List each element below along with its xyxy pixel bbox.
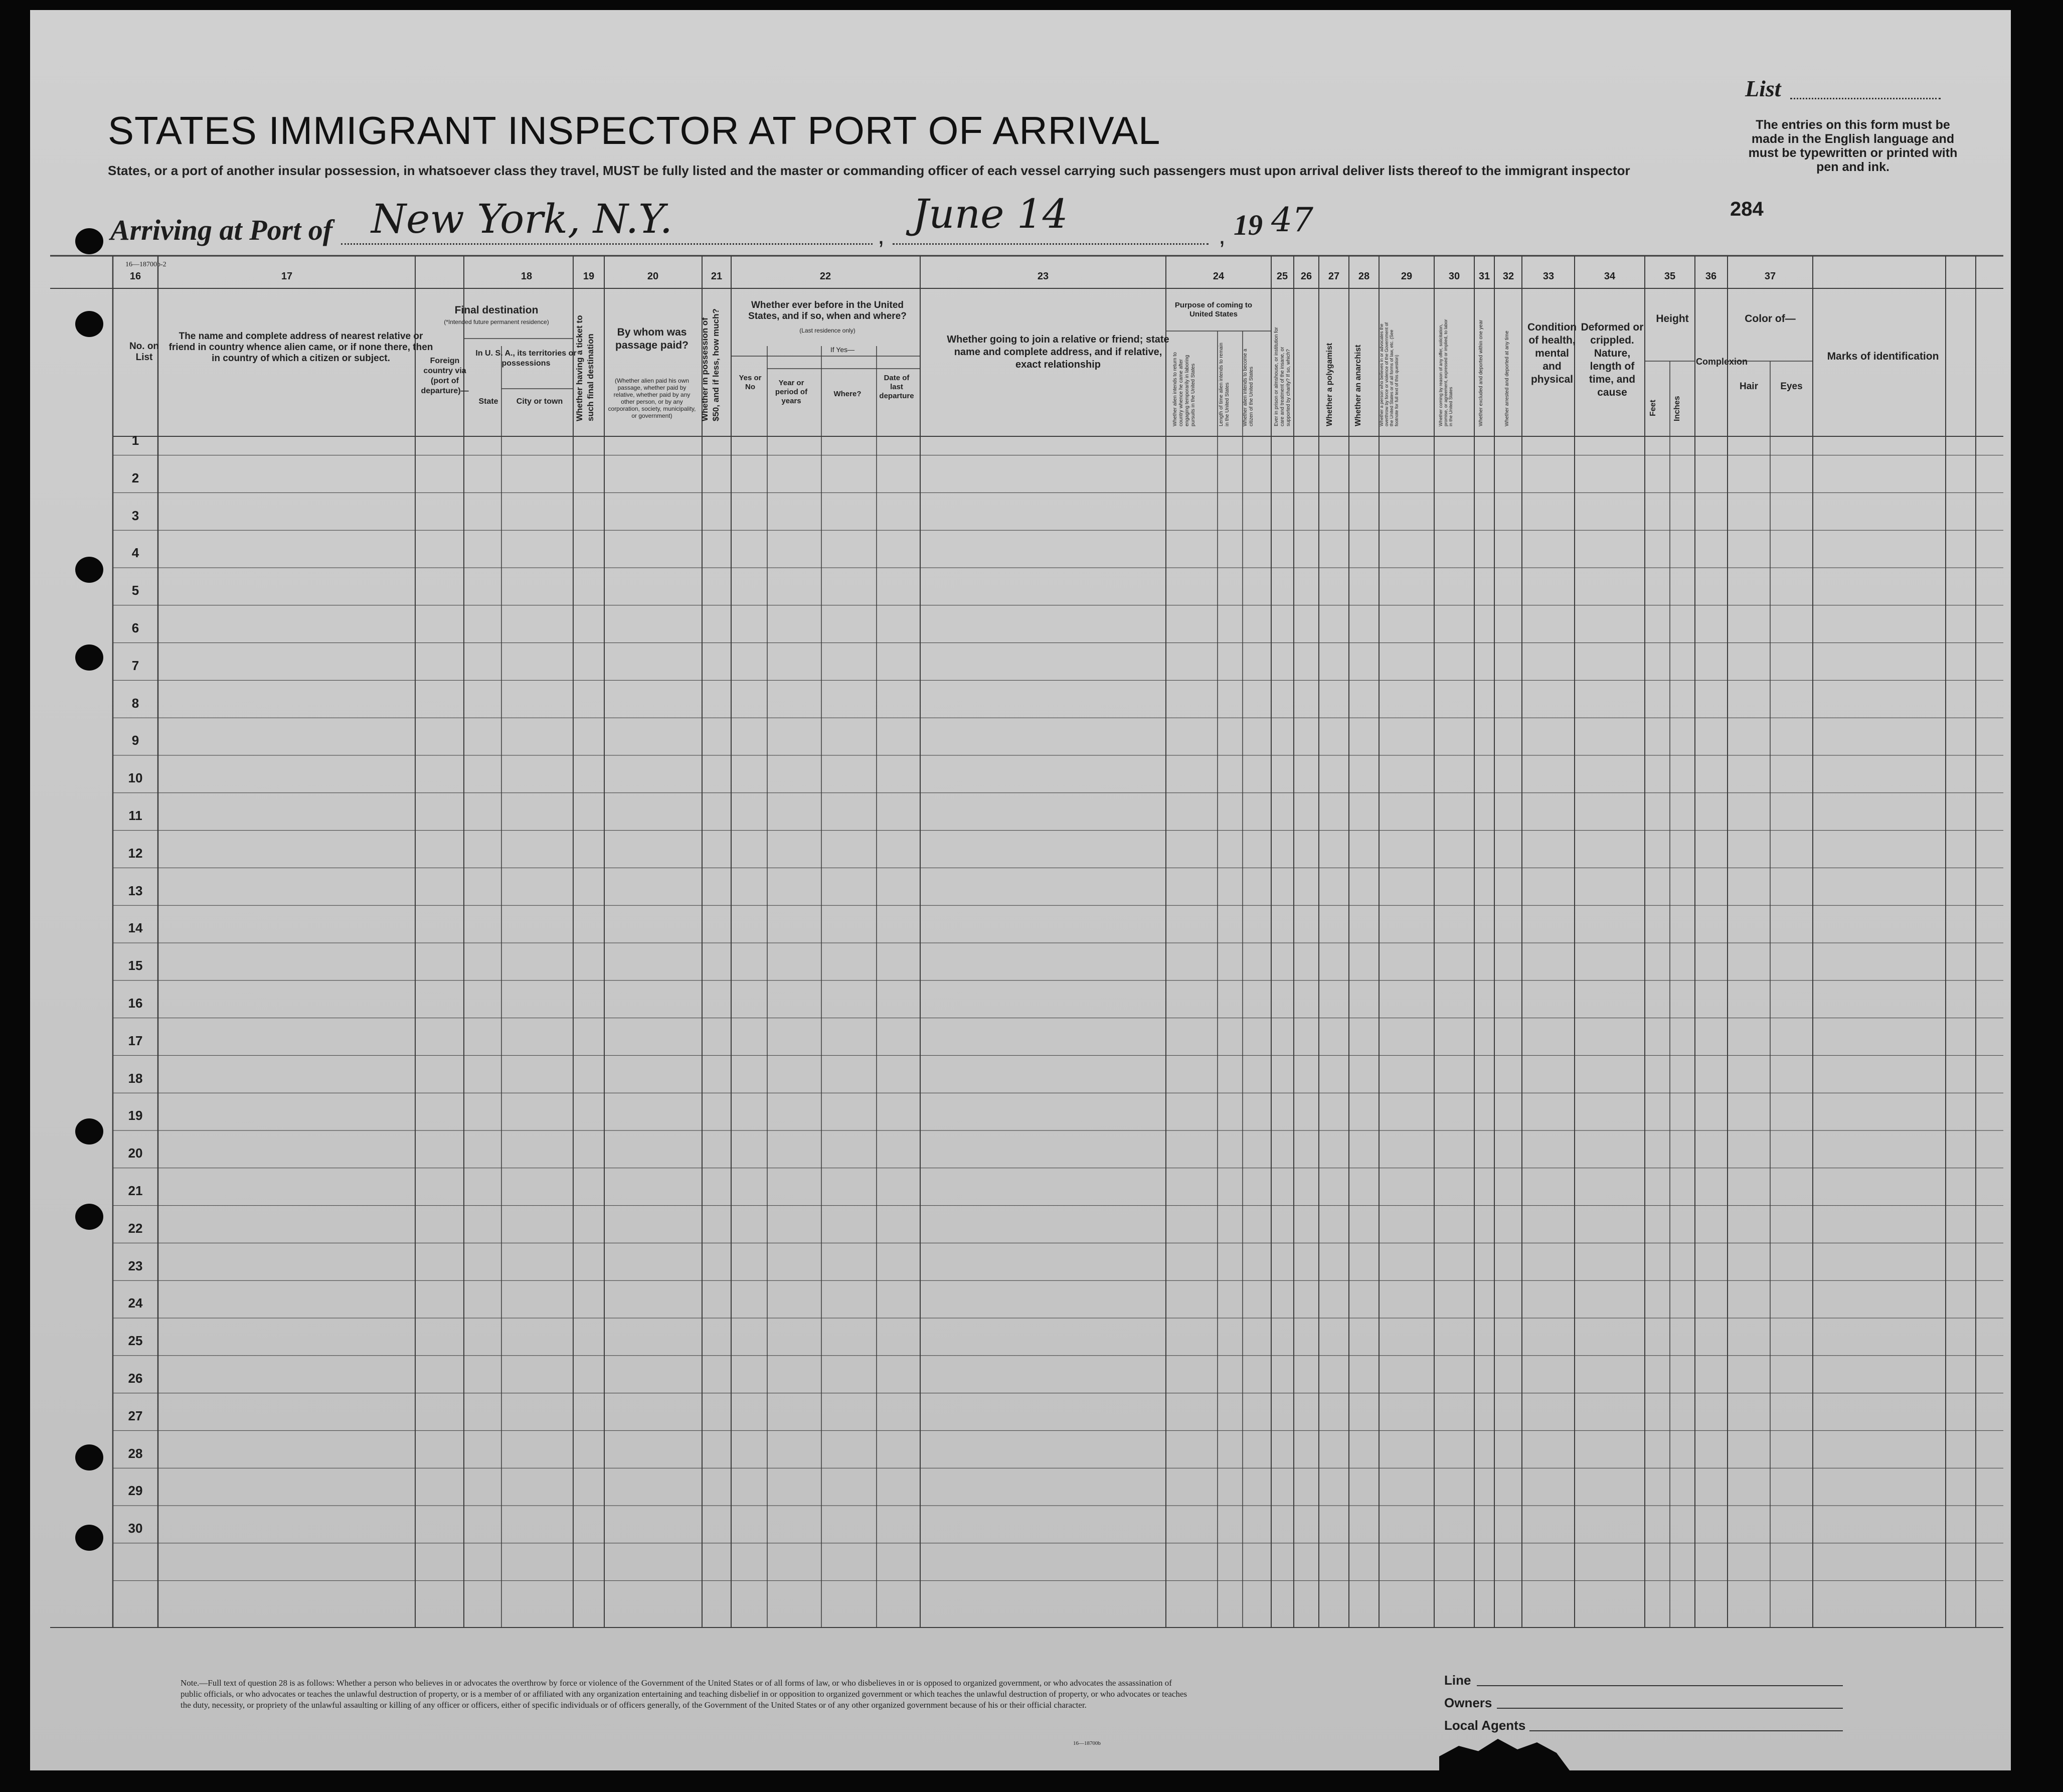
form-instructions: The entries on this form must be made in the English language and must be typewritten or printed with pen and ink. xyxy=(1748,118,1958,174)
row-number-30: 30 xyxy=(128,1521,143,1536)
row-number-9: 9 xyxy=(131,733,139,748)
row-number-14: 14 xyxy=(128,920,143,936)
year-handwritten: 47 xyxy=(1271,201,1313,239)
row-number-19: 19 xyxy=(128,1108,143,1123)
column-number-33: 33 xyxy=(1542,271,1555,282)
col20-note: (Whether alien paid his own passage, whether paid by relative, whether paid by any other person, or by any corporation, society, municipality, or government) xyxy=(608,377,696,419)
footer-form-code: 16—18700b xyxy=(1073,1740,1101,1746)
row-number-23: 23 xyxy=(128,1258,143,1273)
row-number-4: 4 xyxy=(131,545,139,561)
col25-header: Ever in prison or almshouse, or institution for care and treatment of the insane, or supported by charity? If so, which? xyxy=(1274,327,1291,426)
col22-years: Year or period of years xyxy=(775,379,808,405)
col18-foreign: Foreign country via (port of departure)— xyxy=(421,357,469,395)
column-number-24: 24 xyxy=(1213,271,1225,282)
column-number-34: 34 xyxy=(1604,271,1616,282)
row-number-10: 10 xyxy=(128,770,143,786)
col22-note: (Last residence only) xyxy=(799,327,855,334)
punch-hole xyxy=(75,311,103,337)
page-title: STATES IMMIGRANT INSPECTOR AT PORT OF ARRIVAL xyxy=(108,108,1161,152)
row-number-13: 13 xyxy=(128,883,143,898)
col22-date: Date of last departure xyxy=(879,374,914,400)
row-number-26: 26 xyxy=(128,1371,143,1386)
punch-hole xyxy=(75,1444,103,1471)
row-number-25: 25 xyxy=(128,1333,143,1349)
row-number-29: 29 xyxy=(128,1483,143,1499)
column-number-36: 36 xyxy=(1705,271,1717,282)
comma-2: , xyxy=(1219,221,1226,249)
col30-header: Whether excluded and deported within one year xyxy=(1478,319,1484,426)
col35-header: Complexion xyxy=(1696,357,1748,367)
column-number-28: 28 xyxy=(1358,271,1370,282)
col18-city: City or town xyxy=(516,397,563,406)
list-number: 284 xyxy=(1730,198,1764,220)
column-number-25: 25 xyxy=(1276,271,1288,282)
col16-header: No. on List xyxy=(129,341,159,363)
col19-header: Whether having a ticket to such final destination xyxy=(575,315,595,421)
col33-header: Deformed or crippled. Nature, length of time, and cause xyxy=(1581,321,1644,398)
col18-header: Final destination xyxy=(454,304,539,316)
row-number-18: 18 xyxy=(128,1070,143,1086)
row-number-2: 2 xyxy=(131,470,139,485)
row-number-21: 21 xyxy=(128,1183,143,1198)
col17-header: The name and complete address of nearest relative or friend in country whence alien came, or if none there, then in country of which a citizen or subject. xyxy=(168,331,433,364)
col27-header: Whether an anarchist xyxy=(1354,345,1362,426)
col22-yesno: Yes or No xyxy=(739,374,762,391)
form-number: 16—18700b-2 xyxy=(125,261,166,268)
row-number-15: 15 xyxy=(128,958,143,973)
column-number-32: 32 xyxy=(1502,271,1514,282)
column-number-27: 27 xyxy=(1328,271,1340,282)
col22-header: Whether ever before in the United States, and if so, when and where? xyxy=(748,300,907,321)
column-number-35: 35 xyxy=(1664,271,1676,282)
line-field[interactable] xyxy=(1477,1685,1843,1686)
row-number-20: 20 xyxy=(128,1146,143,1161)
col24-return: Whether alien intends to return to country whence he came after engaging temporarily in laboring pursuits in the United States xyxy=(1172,352,1196,426)
list-label: List xyxy=(1745,76,1781,101)
col34-inches: Inches xyxy=(1673,396,1681,421)
col36-eyes: Eyes xyxy=(1780,381,1803,392)
col18-usa: In U. S. A., its territories or possessions xyxy=(475,349,577,368)
col24-length: Length of time alien intends to remain in the United States xyxy=(1219,343,1230,426)
date-handwritten: June 14 xyxy=(913,191,1068,237)
footnote: Note.—Full text of question 28 is as follows: Whether a person who believes in or advocates the overthrow by force or violence of the Government of the United States or of all forms of law, or who disbelieves in or is opposed to organized government, or who advocates the assassination of public officials, or who advocates or teaches the unlawful destruction of property, or is a member of or affiliated with any organization entertaining and teaching disbelief in or opposition to organized government or which teaches the unlawful destruction of property, or who advocates or teaches the duty, necessity, or propriety of the unlawful assaulting or killing of any officer or officers, either of specific individuals or of officers generally, of the Government of the United States or of any other organized government because of his or their official character. xyxy=(181,1678,1187,1710)
row-number-24: 24 xyxy=(128,1295,143,1311)
agents-label: Local Agents xyxy=(1444,1718,1526,1733)
row-number-3: 3 xyxy=(131,508,139,523)
row-number-16: 16 xyxy=(128,996,143,1011)
arriving-label: Arriving at Port of xyxy=(110,214,333,246)
column-number-19: 19 xyxy=(583,271,595,282)
col18-state: State xyxy=(478,397,498,406)
column-number-16: 16 xyxy=(129,271,141,282)
col36-header: Color of— xyxy=(1745,313,1796,324)
column-number-26: 26 xyxy=(1300,271,1312,282)
column-number-21: 21 xyxy=(711,271,723,282)
col34-header: Height xyxy=(1656,313,1689,324)
year-prefix: 19 xyxy=(1234,209,1263,241)
col24-citizen: Whether alien intends to become a citizen of the United States xyxy=(1243,349,1254,426)
col22-where: Where? xyxy=(833,390,862,398)
line-label: Line xyxy=(1444,1673,1471,1688)
row-number-6: 6 xyxy=(131,620,139,635)
col29-header: Whether coming by reason of any offer, solicitation, promise, or agreement, expressed or implied, to labor in the United States xyxy=(1438,319,1453,426)
column-number-20: 20 xyxy=(647,271,659,282)
owners-field[interactable] xyxy=(1497,1708,1843,1709)
column-number-18: 18 xyxy=(521,271,533,282)
punch-hole xyxy=(75,1204,103,1230)
col31-header: Whether arrested and deported at any time xyxy=(1504,331,1510,426)
row-number-11: 11 xyxy=(128,808,142,823)
col23-header: Whether going to join a relative or friend; state name and complete address, and if relative, exact relationship xyxy=(947,334,1169,370)
col20-header: By whom was passage paid? xyxy=(615,327,689,351)
punch-hole xyxy=(75,557,103,583)
page-subtitle: States, or a port of another insular possession, in whatsoever class they travel, MUST be fully listed and the master or commanding officer of each vessel carrying such passengers must upon arrival deliver lists thereof to the immigrant inspector xyxy=(108,163,1630,178)
col21-header: Whether in possession of $50, and if less, how much? xyxy=(700,308,721,421)
row-number-7: 7 xyxy=(131,658,139,673)
row-number-17: 17 xyxy=(128,1033,143,1048)
row-number-8: 8 xyxy=(131,695,139,711)
column-number-23: 23 xyxy=(1037,271,1049,282)
col37-header: Marks of identification xyxy=(1827,351,1939,362)
column-number-22: 22 xyxy=(819,271,831,282)
punch-hole xyxy=(75,1525,103,1551)
col26-header: Whether a polygamist xyxy=(1325,343,1334,426)
punch-hole xyxy=(75,644,103,671)
col18-note: (*Intended future permanent residence) xyxy=(444,318,549,325)
row-number-12: 12 xyxy=(128,845,143,861)
column-number-29: 29 xyxy=(1401,271,1413,282)
row-number-5: 5 xyxy=(131,583,139,598)
column-number-30: 30 xyxy=(1448,271,1460,282)
row-number-27: 27 xyxy=(128,1408,143,1423)
col28-header: Whether a person who believes in or advocates the overthrow by force or violence of the Government of the United States or of all forms of law, etc. (See footnote for full text of this question) xyxy=(1379,322,1399,426)
owners-label: Owners xyxy=(1444,1695,1492,1710)
row-number-1: 1 xyxy=(131,433,139,448)
column-number-37: 37 xyxy=(1764,271,1776,282)
column-number-17: 17 xyxy=(281,271,293,282)
port-handwritten: New York, N.Y. xyxy=(371,196,673,242)
comma-1: , xyxy=(878,221,885,249)
agents-field[interactable] xyxy=(1529,1730,1843,1731)
row-number-28: 28 xyxy=(128,1445,143,1461)
punch-hole xyxy=(75,228,103,254)
row-number-22: 22 xyxy=(128,1220,143,1236)
column-number-31: 31 xyxy=(1478,271,1490,282)
col34-feet: Feet xyxy=(1649,400,1657,416)
col32-header: Condition of health, mental and physical xyxy=(1527,321,1577,385)
manifest-sheet xyxy=(30,10,2011,1770)
punch-hole xyxy=(75,1118,103,1145)
col22-ifyes: If Yes— xyxy=(830,346,855,354)
col24-header: Purpose of coming to United States xyxy=(1174,301,1253,318)
col36-hair: Hair xyxy=(1740,381,1758,392)
